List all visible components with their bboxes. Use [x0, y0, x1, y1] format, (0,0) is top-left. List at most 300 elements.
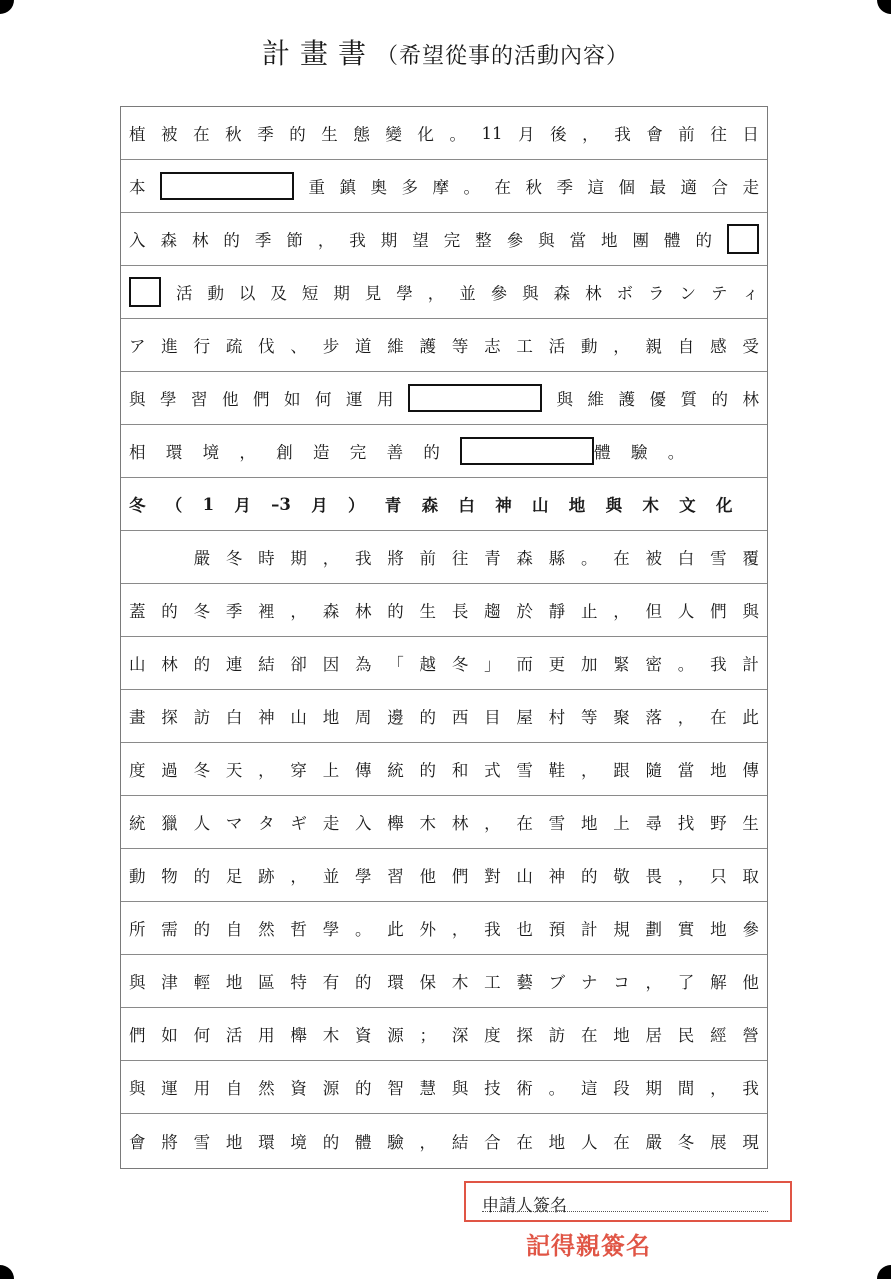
manuscript-row: [121, 531, 767, 584]
grid-char: 們: [451, 867, 469, 886]
grid-char: 地: [322, 708, 340, 727]
grid-char: 受: [742, 337, 759, 356]
manuscript-row: [121, 478, 767, 531]
grid-char: 加: [580, 655, 598, 674]
grid-char: 秋: [525, 178, 542, 197]
grid-char: 的: [193, 655, 211, 674]
grid-char: 志: [484, 337, 501, 356]
grid-char: 期: [380, 231, 398, 250]
grid-char: 蓋: [129, 602, 146, 621]
grid-char: 善: [386, 443, 404, 462]
grid-char: 雪: [548, 814, 566, 833]
grid-char: ボ: [616, 284, 634, 303]
signature-box[interactable]: [464, 1181, 792, 1222]
grid-char: 周: [354, 708, 372, 727]
manuscript-grid: [120, 106, 768, 1169]
grid-char: 地: [225, 973, 243, 992]
grid-char: 人: [580, 1132, 598, 1152]
grid-char: ィ: [742, 284, 759, 303]
grid-char: 如: [161, 1026, 178, 1045]
grid-char: 趨: [484, 602, 501, 621]
grid-char: 嚴: [193, 549, 211, 568]
grid-char: 更: [548, 655, 566, 674]
grid-char: 環: [165, 443, 183, 462]
grid-char: 運: [346, 390, 363, 409]
fill-in-blank-square[interactable]: [727, 224, 759, 254]
grid-char: 們: [129, 1026, 146, 1045]
grid-char: 此: [387, 920, 404, 939]
grid-char: 規: [613, 920, 630, 939]
grid-char: 「: [387, 655, 404, 674]
grid-char: ア: [129, 337, 146, 356]
manuscript-row: [121, 902, 767, 955]
grid-char: 靜: [548, 602, 566, 621]
grid-char: 個: [618, 178, 635, 197]
grid-char: 長: [451, 602, 469, 621]
grid-char: 跟: [613, 761, 630, 780]
grid-char: 在: [613, 549, 630, 568]
grid-char: 與: [556, 390, 573, 409]
grid-char: コ: [613, 973, 630, 992]
manuscript-row: [121, 425, 767, 478]
grid-char: 相: [129, 443, 146, 462]
manuscript-row: [121, 372, 767, 425]
grid-char: 森: [160, 231, 177, 250]
grid-char: 縣: [548, 549, 566, 568]
grid-char: 習: [387, 867, 404, 886]
grid-char: 特: [290, 973, 307, 992]
grid-char: 上: [322, 761, 340, 780]
grid-char: 的: [695, 231, 712, 250]
grid-char: 會: [129, 1132, 146, 1152]
grid-char: 需: [161, 920, 178, 939]
grid-char: 驗: [630, 443, 648, 462]
grid-char: 取: [742, 867, 759, 886]
grid-char: 與: [538, 231, 555, 250]
grid-char: 」: [484, 655, 501, 674]
grid-char: 足: [225, 867, 243, 886]
grid-char: 冬: [129, 496, 146, 515]
grid-char: 山: [531, 496, 549, 515]
grid-char: 境: [290, 1132, 307, 1152]
grid-char: 物: [161, 867, 178, 886]
grid-char: 木: [451, 973, 469, 992]
grid-char: 而: [516, 655, 533, 674]
grid-char: 畫: [129, 708, 146, 727]
grid-char: 季: [225, 602, 243, 621]
grid-char: 望: [412, 231, 429, 250]
grid-char: 然: [258, 920, 275, 939]
grid-char: 跡: [258, 867, 275, 886]
grid-char: 期: [333, 284, 350, 303]
grid-char: 奧: [370, 178, 387, 197]
grid-char: ラ: [648, 284, 665, 303]
grid-char: 人: [677, 602, 695, 621]
grid-char: 對: [484, 867, 501, 886]
grid-char: 他: [419, 867, 437, 886]
grid-char: 預: [548, 920, 566, 939]
grid-char: 人: [193, 814, 211, 833]
grid-char: 緊: [613, 655, 630, 674]
grid-char: 青: [484, 549, 501, 568]
grid-char: 的: [354, 1079, 372, 1098]
grid-char: ナ: [580, 973, 598, 992]
grid-char: 探: [516, 1026, 533, 1045]
fill-in-blank-square[interactable]: [129, 277, 161, 307]
grid-char: 經: [710, 1026, 727, 1045]
grid-char: 護: [618, 390, 635, 409]
grid-char: 疏: [225, 337, 243, 356]
grid-char: ，: [580, 761, 598, 780]
grid-char: 、: [290, 337, 307, 356]
grid-char: 與: [742, 602, 759, 621]
grid-char: 的: [223, 231, 240, 250]
manuscript-row: [121, 319, 767, 372]
grid-char: 。: [463, 178, 480, 197]
grid-char: 體: [663, 231, 681, 250]
grid-char: 雪: [516, 761, 533, 780]
grid-char: 往: [710, 125, 727, 144]
grid-char: 進: [161, 337, 178, 356]
grid-char: 尋: [645, 814, 662, 833]
fill-in-blank[interactable]: [160, 172, 294, 200]
grid-char: 穿: [290, 761, 307, 780]
grid-char: 地: [710, 920, 727, 939]
grid-char: ，: [613, 602, 630, 621]
grid-char: ，: [239, 443, 256, 462]
grid-char: 等: [580, 708, 598, 727]
grid-char: 覆: [742, 549, 759, 568]
grid-char: 技: [484, 1079, 501, 1098]
grid-char: 的: [419, 708, 437, 727]
grid-char: 伐: [258, 337, 275, 356]
grid-char: 林: [161, 655, 178, 674]
grid-char: 動: [129, 867, 146, 886]
grid-char: 的: [161, 602, 178, 621]
grid-char: 。: [449, 125, 466, 144]
grid-char: 並: [459, 284, 476, 303]
grid-char: 們: [710, 602, 727, 621]
grid-char: 季: [257, 125, 274, 144]
grid-char: 嚴: [645, 1132, 662, 1152]
grid-char: 傳: [742, 761, 759, 780]
grid-char: 計: [580, 920, 598, 939]
grid-char: 聚: [613, 708, 630, 727]
grid-char: 青: [384, 496, 402, 515]
grid-char: 邊: [387, 708, 404, 727]
grid-char: 他: [222, 390, 239, 409]
grid-char: 實: [677, 920, 695, 939]
grid-char: 並: [322, 867, 340, 886]
grid-char: 的: [711, 390, 728, 409]
grid-char: タ: [258, 814, 275, 833]
grid-char: 學: [396, 284, 413, 303]
grid-char: 月: [518, 125, 535, 144]
grid-char: 段: [613, 1079, 630, 1098]
grid-char: 何: [193, 1026, 211, 1045]
grid-char: 鎮: [339, 178, 356, 197]
grid-char: 何: [315, 390, 332, 409]
grid-char: 運: [161, 1079, 178, 1098]
grid-char: 山: [129, 655, 146, 674]
grid-char: 傳: [354, 761, 372, 780]
grid-char: 植: [129, 125, 146, 144]
grid-char: 。: [667, 443, 685, 462]
manuscript-row: [121, 1061, 767, 1114]
grid-char: 木: [642, 496, 659, 515]
grid-char: 有: [322, 973, 340, 992]
grid-char: 源: [387, 1026, 404, 1045]
grid-char: 當: [677, 761, 695, 780]
grid-char: （: [165, 496, 183, 515]
grid-char: 連: [225, 655, 243, 674]
manuscript-row: [121, 637, 767, 690]
grid-char: 環: [387, 973, 404, 992]
grid-char: 津: [161, 973, 178, 992]
grid-char: 我: [354, 549, 372, 568]
grid-char: 前: [419, 549, 437, 568]
grid-char: 。: [677, 655, 695, 674]
grid-char: 術: [516, 1079, 533, 1098]
grid-char: 與: [605, 496, 623, 515]
grid-char: 裡: [258, 602, 275, 621]
manuscript-row: [121, 107, 767, 160]
grid-char: 我: [349, 231, 366, 250]
grid-char: 整: [475, 231, 492, 250]
grid-char: 如: [284, 390, 301, 409]
grid-char: 化: [715, 496, 733, 515]
grid-char: 鞋: [548, 761, 566, 780]
grid-char: ブ: [548, 973, 566, 992]
grid-char: 落: [645, 708, 662, 727]
grid-char: 結: [258, 655, 275, 674]
grid-char: 多: [401, 178, 418, 197]
grid-char: 資: [290, 1079, 307, 1098]
manuscript-row: [121, 160, 767, 213]
grid-char: 活: [225, 1026, 243, 1045]
grid-char: 民: [677, 1026, 695, 1045]
grid-char: 學: [354, 867, 372, 886]
grid-char: 季: [556, 178, 573, 197]
grid-char: 在: [580, 1026, 598, 1045]
grid-char: 林: [191, 231, 209, 250]
grid-char: ，: [710, 1079, 727, 1098]
grid-char: 止: [580, 602, 598, 621]
grid-char: 入: [354, 814, 372, 833]
corner-mask: [877, 0, 891, 14]
grid-char: 雪: [193, 1132, 211, 1152]
grid-char: 的: [419, 761, 437, 780]
grid-char: 在: [516, 814, 533, 833]
grid-char: 本: [129, 178, 146, 197]
grid-char: 感: [710, 337, 727, 356]
grid-char: 態: [353, 125, 370, 144]
grid-char: 見: [364, 284, 382, 303]
grid-char: 我: [614, 125, 631, 144]
grid-char: 摩: [432, 178, 449, 197]
grid-char: 村: [548, 708, 566, 727]
grid-char: 山: [516, 867, 533, 886]
fill-in-blank[interactable]: [460, 437, 594, 465]
grid-char: ，: [427, 284, 445, 303]
manuscript-row: [121, 955, 767, 1008]
grid-char: 造: [312, 443, 330, 462]
grid-char: 越: [419, 655, 437, 674]
grid-char: 的: [289, 125, 306, 144]
grid-char: 用: [377, 390, 394, 409]
fill-in-blank[interactable]: [408, 384, 542, 412]
grid-char: 活: [175, 284, 193, 303]
grid-char: 然: [258, 1079, 275, 1098]
grid-char: 白: [225, 708, 243, 727]
grid-char: 冬: [193, 602, 211, 621]
grid-char: 創: [276, 443, 293, 462]
grid-char: 現: [742, 1132, 759, 1152]
grid-char: 居: [645, 1026, 662, 1045]
grid-char: [129, 545, 146, 569]
grid-char: 神: [548, 867, 566, 886]
manuscript-row: [121, 266, 767, 319]
grid-char: 參: [490, 284, 508, 303]
grid-char: 走: [322, 814, 340, 833]
grid-char: 地: [225, 1132, 243, 1152]
signature-label: 申請人簽名: [482, 1196, 567, 1216]
grid-char: ；: [419, 1026, 437, 1045]
grid-char: 在: [710, 708, 727, 727]
grid-char: 地: [613, 1026, 630, 1045]
grid-char: テ: [710, 284, 728, 303]
grid-char: 慧: [419, 1079, 437, 1098]
grid-char: ，: [258, 761, 275, 780]
grid-char: 度: [484, 1026, 501, 1045]
grid-char: 也: [516, 920, 533, 939]
grid-char: 資: [354, 1026, 372, 1045]
grid-char: 將: [161, 1132, 178, 1152]
manuscript-row: [121, 849, 767, 902]
grid-char: 統: [129, 814, 146, 833]
grid-char: 自: [225, 1079, 243, 1098]
grid-char: 輕: [193, 973, 211, 992]
grid-char: ）: [348, 496, 365, 515]
grid-char: 體: [354, 1132, 372, 1152]
grid-char: 在: [516, 1132, 533, 1152]
grid-char: 驗: [387, 1132, 404, 1152]
grid-char: 營: [742, 1026, 759, 1045]
grid-char: –3: [271, 494, 291, 514]
grid-char: 森: [516, 549, 533, 568]
grid-char: 季: [254, 231, 272, 250]
grid-char: ，: [290, 602, 307, 621]
grid-char: 用: [193, 1079, 211, 1098]
grid-char: 日: [742, 125, 759, 144]
grid-char: 適: [680, 178, 697, 197]
grid-char: ，: [419, 1132, 437, 1152]
page-title: [0, 32, 891, 72]
title-main: 計畫書: [261, 37, 376, 70]
grid-char: 參: [742, 920, 759, 939]
grid-char: 於: [516, 602, 533, 621]
grid-char: ，: [613, 337, 630, 356]
grid-char: 找: [677, 814, 695, 833]
grid-char: 學: [160, 390, 177, 409]
grid-char: 自: [225, 920, 243, 939]
grid-char: 地: [548, 1132, 566, 1152]
grid-char: 的: [354, 973, 372, 992]
grid-char: 生: [419, 602, 437, 621]
grid-char: 優: [649, 390, 666, 409]
grid-char: 境: [202, 443, 220, 462]
grid-char: 冬: [677, 1132, 695, 1152]
grid-char: 完: [443, 231, 461, 250]
grid-char: 期: [290, 549, 307, 568]
grid-char: 式: [484, 761, 501, 780]
manuscript-row: [121, 1114, 767, 1167]
grid-char: 深: [451, 1026, 469, 1045]
grid-char: 自: [677, 337, 695, 356]
grid-char: 此: [742, 708, 759, 727]
grid-char: 親: [645, 337, 662, 356]
grid-char: 神: [495, 496, 512, 515]
grid-char: 在: [193, 125, 210, 144]
grid-char: 山: [290, 708, 307, 727]
grid-char: ，: [451, 920, 469, 939]
grid-char: 生: [742, 814, 759, 833]
grid-char: 為: [354, 655, 372, 674]
grid-char: 間: [677, 1079, 695, 1098]
grid-char: 合: [711, 178, 728, 197]
grid-char: 與: [129, 390, 146, 409]
grid-char: 。: [580, 549, 598, 568]
grid-char: 結: [451, 1132, 469, 1152]
grid-char: 密: [645, 655, 662, 674]
grid-char: 林: [354, 602, 372, 621]
grid-char: 櫸: [290, 1026, 307, 1045]
grid-char: 行: [193, 337, 211, 356]
signature-line[interactable]: [482, 1211, 768, 1212]
grid-char: 但: [645, 602, 662, 621]
grid-char: 我: [484, 920, 501, 939]
grid-char: 走: [742, 178, 759, 197]
corner-mask: [0, 1265, 14, 1279]
grid-char: 文: [679, 496, 696, 515]
grid-char: 。: [548, 1079, 566, 1098]
grid-char: 野: [710, 814, 727, 833]
grid-char: ，: [290, 867, 307, 886]
grid-char: 計: [742, 655, 759, 674]
manuscript-row: [121, 584, 767, 637]
grid-char: 合: [484, 1132, 501, 1152]
grid-char: 智: [387, 1079, 404, 1098]
grid-char: 畏: [645, 867, 662, 886]
grid-char: 的: [193, 920, 211, 939]
grid-char: 和: [451, 761, 469, 780]
grid-char: 敬: [613, 867, 630, 886]
grid-char: 動: [580, 337, 598, 356]
manuscript-row: [121, 743, 767, 796]
manuscript-row: [121, 213, 767, 266]
grid-char: 劃: [645, 920, 662, 939]
grid-char: 屋: [516, 708, 533, 727]
grid-char: 化: [417, 125, 434, 144]
grid-char: ，: [322, 549, 340, 568]
grid-char: 藝: [516, 973, 533, 992]
grid-char: 地: [710, 761, 727, 780]
grid-char: 重: [308, 178, 325, 197]
grid-char: 森: [553, 284, 571, 303]
grid-char: [161, 545, 178, 569]
grid-char: 維: [387, 337, 404, 356]
grid-char: 期: [645, 1079, 662, 1098]
